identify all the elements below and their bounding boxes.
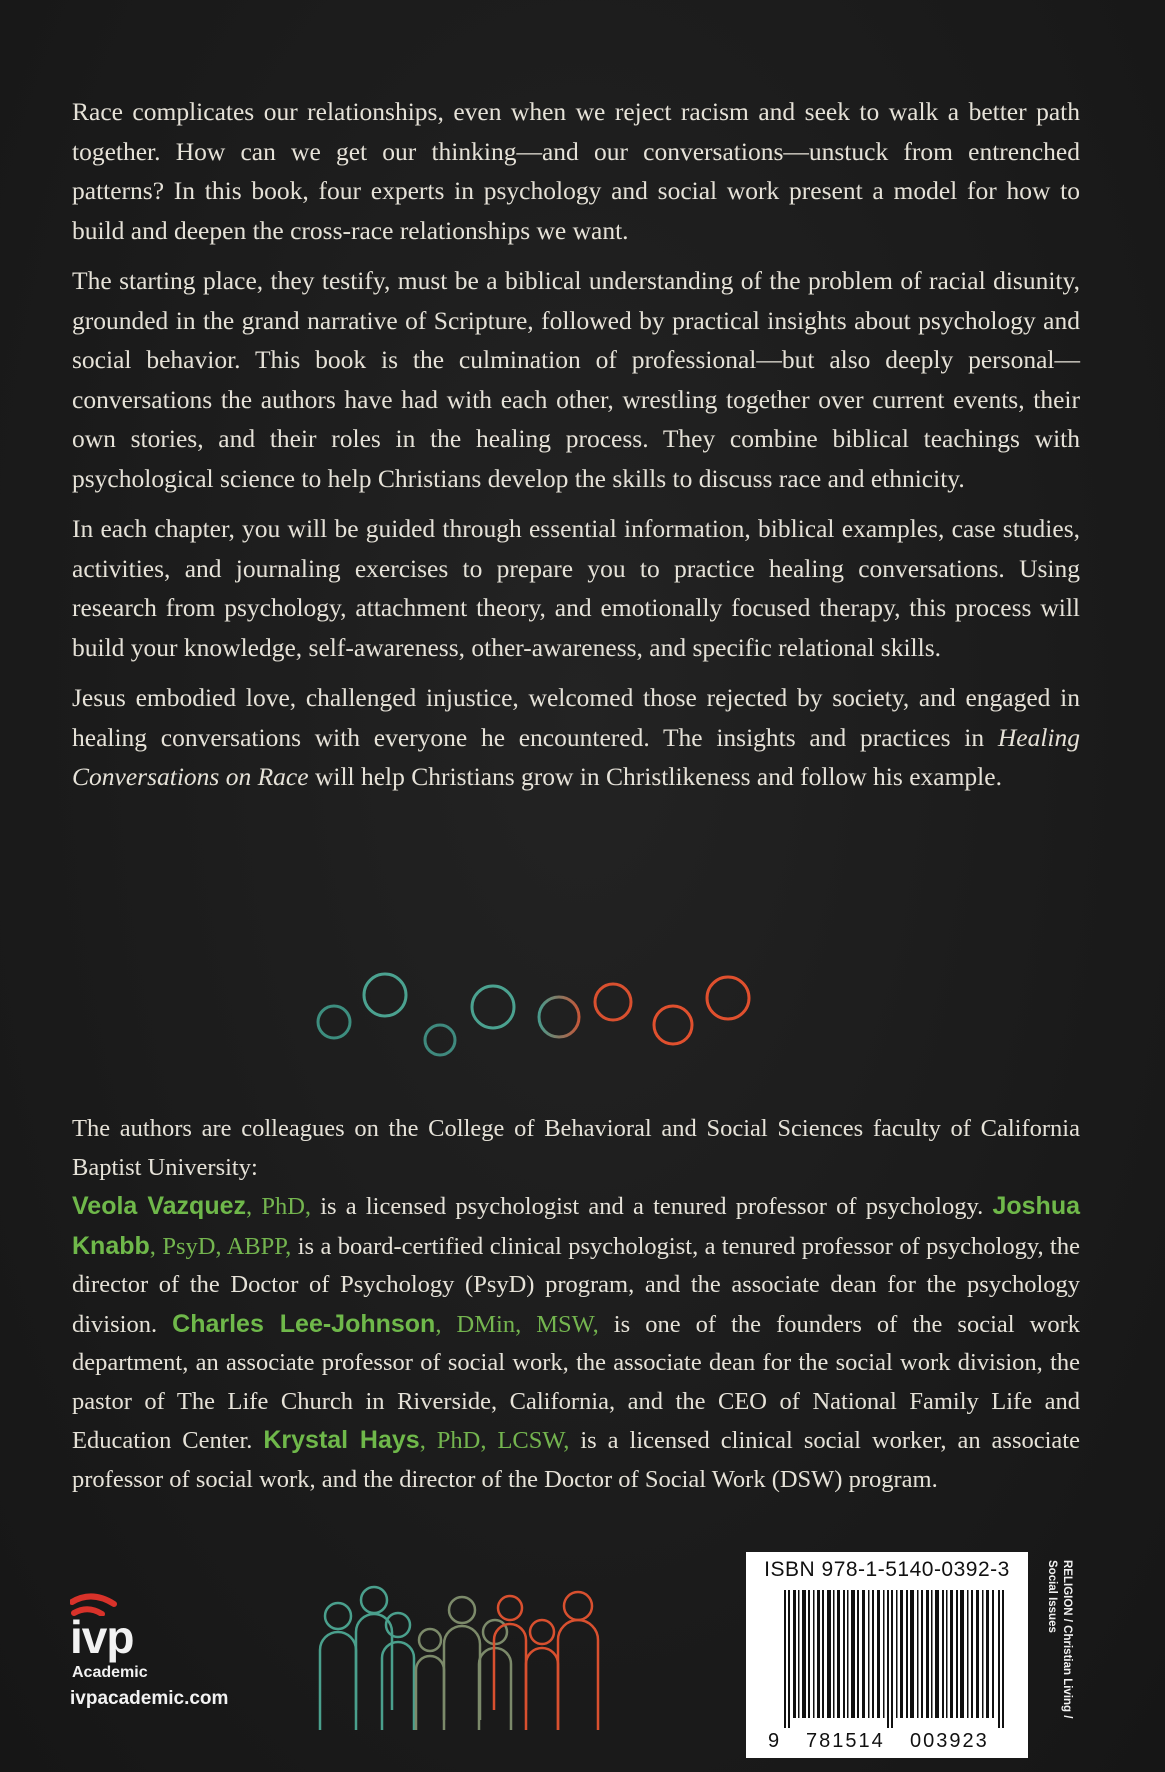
isbn-label: ISBN 978-1-5140-0392-3 xyxy=(764,1558,1010,1581)
ornament-circle xyxy=(595,984,631,1020)
book-title-italic: Healing Conversations on Race xyxy=(72,722,1080,791)
author-name-1: Veola Vazquez xyxy=(72,1192,246,1220)
ornament-circle xyxy=(364,974,406,1016)
blurb-paragraph-4 xyxy=(72,678,1080,797)
author-bio-2: is a board-certified clinical psychologist, a tenured professor of psychology, the director of the Doctor of Psychology (PsyD) program, and the associate dean for the psychology division. xyxy=(72,1232,1080,1338)
ornament-circle xyxy=(425,1025,455,1055)
author-credentials-1: , PhD, xyxy=(246,1193,312,1220)
category-label xyxy=(1044,1560,1074,1750)
blurb-paragraph-3: In each chapter, you will be guided through essential information, biblical examples, case studies, activities, and journaling exercises to prepare you to practice healing conversations. Using research from psychology, attachment theory, and emotionally focused therapy, this process will build your knowledge, self-awareness, other-awareness, and specific relational skills. xyxy=(72,514,1080,662)
authors-intro: The authors are colleagues on the College of Behavioral and Social Sciences faculty of California Baptist University: xyxy=(72,1115,1080,1181)
author-bio-4: is a licensed clinical social worker, an associate professor of social work, and the director of the Doctor of Social Work (DSW) program. xyxy=(72,1427,1080,1493)
barcode-panel xyxy=(746,1552,1028,1758)
author-bio-1: is a licensed psychologist and a tenured professor of psychology. xyxy=(311,1193,993,1220)
ornament-circle xyxy=(707,977,749,1019)
ornament-circle xyxy=(472,986,514,1028)
publisher-website: ivpacademic.com xyxy=(70,1688,229,1709)
author-bios xyxy=(72,1110,1080,1499)
description-blurb xyxy=(72,92,1080,808)
ornament-circle xyxy=(654,1006,692,1044)
category-line-1: RELIGION / Christian Living / xyxy=(1061,1560,1073,1719)
subject-category xyxy=(1040,1560,1080,1750)
author-credentials-3: , DMin, MSW, xyxy=(435,1310,599,1338)
barcode-digits-left: 781514 xyxy=(806,1730,885,1752)
barcode-bars xyxy=(784,1590,1004,1728)
blurb-p4-end: will help Christians grow in Christlikeness and follow his example. xyxy=(308,762,1002,791)
author-name-2: Joshua Knabb xyxy=(72,1192,1080,1260)
authors-bio-text xyxy=(72,1187,1080,1499)
barcode-digits-right: 003923 xyxy=(910,1730,989,1752)
author-credentials-4: , PhD, LCSW, xyxy=(419,1427,570,1454)
category-line-2: Social Issues xyxy=(1046,1560,1058,1633)
blurb-paragraph-1: Race complicates our relationships, even when we reject racism and seek to walk a better path together. How can we get our thinking—and our conversations—unstuck from entrenched patterns? In this book, four experts in psychology and social work present a model for how to build and deepen the cross-race relationships we want. xyxy=(72,97,1080,245)
blurb-p4-start: Jesus embodied love, challenged injustice, welcomed those rejected by society, and engaged in healing conversations with everyone he encountered. The insights and practices in xyxy=(72,683,1080,752)
author-name-3: Charles Lee-Johnson xyxy=(172,1309,436,1338)
author-bio-3: is one of the founders of the social work department, an associate professor of social work, the associate dean for the social work division, the pastor of The Life Church in Riverside, California, and the CEO of National Family Life and Education Center. xyxy=(72,1310,1080,1454)
ornament-circle xyxy=(318,1006,350,1038)
circles-ornament xyxy=(300,960,780,1070)
barcode-digit-prefix: 9 xyxy=(768,1730,780,1752)
logo-imprint: Academic xyxy=(72,1664,148,1681)
people-figures-icon xyxy=(290,1580,630,1740)
author-credentials-2: , PsyD, ABPP, xyxy=(149,1232,292,1260)
logo-wordmark: ivp xyxy=(70,1611,134,1663)
blurb-paragraph-2: The starting place, they testify, must be a biblical understanding of the problem of racial disunity, grounded in the grand narrative of Scripture, followed by practical insights about psychology and social behavior. This book is the culmination of professional—but also deeply personal—conversations the authors have had with each other, wrestling together over current events, their own stories, and their roles in the healing process. They combine biblical teachings with psychological science to help Christians develop the skills to discuss race and ethnicity. xyxy=(72,266,1080,493)
author-name-4: Krystal Hays xyxy=(263,1426,420,1454)
ornament-circle xyxy=(539,997,579,1037)
